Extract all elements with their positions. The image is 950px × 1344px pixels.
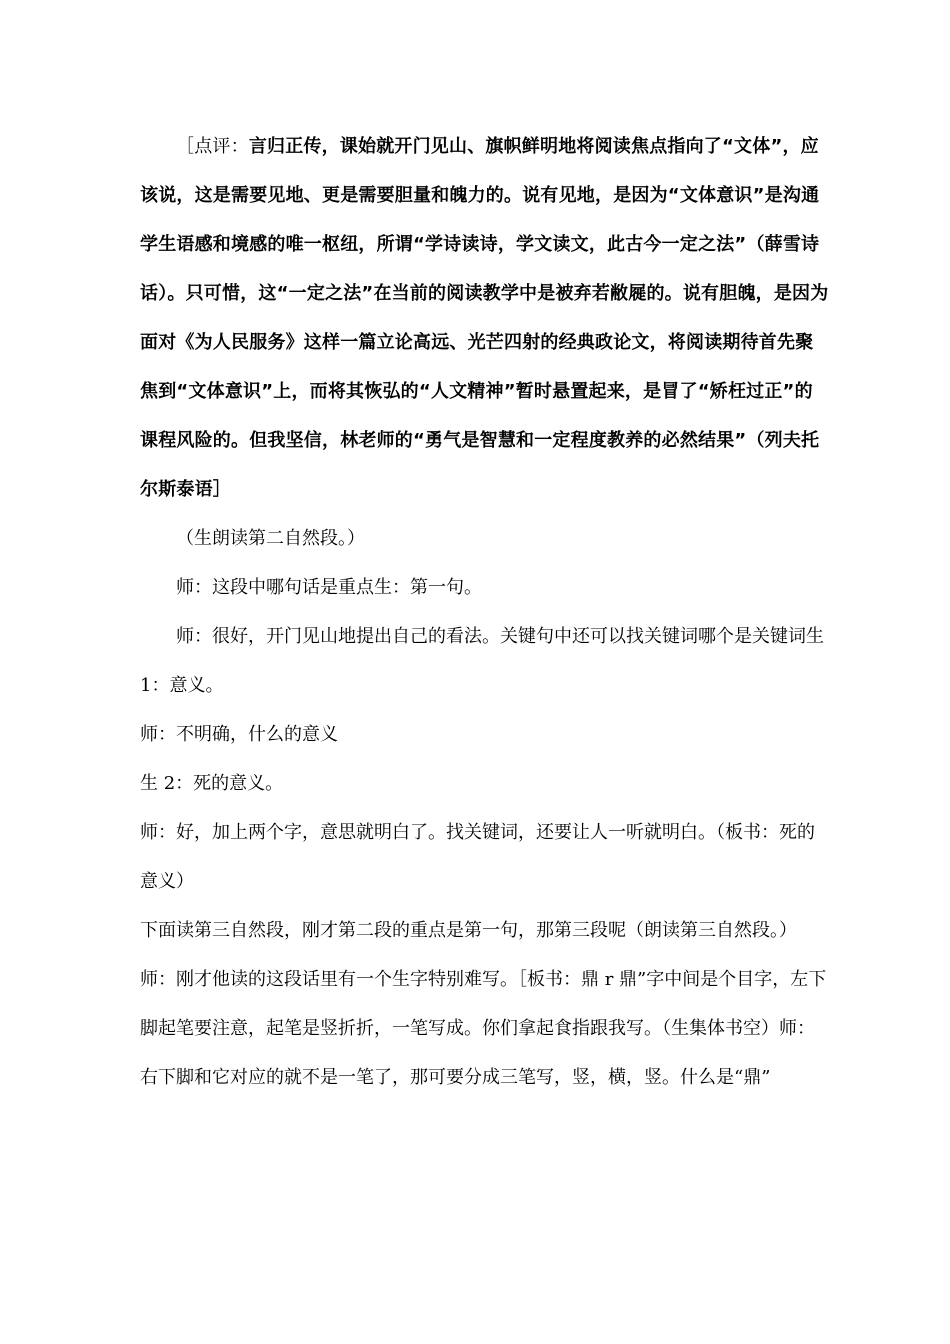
paragraph-third-section: 下面读第三自然段，刚才第二段的重点是第一句，那第三段呢（朗读第三自然段。） xyxy=(140,920,797,941)
document-page xyxy=(140,122,830,1102)
commentary-paragraph xyxy=(140,122,830,514)
paragraph-student-reads-second: （生朗读第二自然段。） xyxy=(176,528,365,549)
paragraph-student-two-answer: 生 2：死的意义。 xyxy=(140,773,284,794)
commentary-body: 言归正传，课始就开门见山、旗帜鲜明地将阅读焦点指向了“文体”，应该说，这是需要见地、更是需要胆量和魄力的。说有见地，是因为“文体意识”是沟通学生语感和境感的唯一枢纽，所谓“学诗读诗，学文读文，此古今一定之法”（薛雪诗话）。只可惜，这“一定之法”在当前的阅读教学中是被弃若敝屣的。说有胆魄，是因为面对《为人民服务》这样一篇立论高远、光芒四射的经典政论文，将阅读期待首先聚焦到“文体意识”上，而将其恢弘的“人文精神”暂时悬置起来，是冒了“矫枉过正”的课程风险的。但我坚信，林老师的“勇气是智慧和一定程度教养的必然结果”（列夫托尔斯泰语］ xyxy=(140,136,829,500)
paragraph-key-sentence-question: 师：这段中哪句话是重点生：第一句。 xyxy=(176,577,482,598)
paragraph-ding-character: 师：刚才他读的这段话里有一个生字特别难写。［板书：鼎 r 鼎”字中间是个目字，左下脚起笔要注意，起笔是竖折折，一笔写成。你们拿起食指跟我写。（生集体书空）师：右下脚和它对应的就不是一笔了，那可要分成三笔写，竖，横，竖。什么是“鼎” xyxy=(140,969,827,1088)
paragraph-key-word-question: 师：很好，开门见山地提出自己的看法。关键句中还可以找关键词哪个是关键词生 1：意义。 xyxy=(140,626,824,696)
paragraph-teacher-unclear: 师：不明确，什么的意义 xyxy=(140,724,338,745)
commentary-lead: ［点评： xyxy=(176,136,249,157)
paragraph-teacher-blackboard: 师：好，加上两个字，意思就明白了。找关键词，还要让人一听就明白。（板书：死的意义） xyxy=(140,822,815,892)
